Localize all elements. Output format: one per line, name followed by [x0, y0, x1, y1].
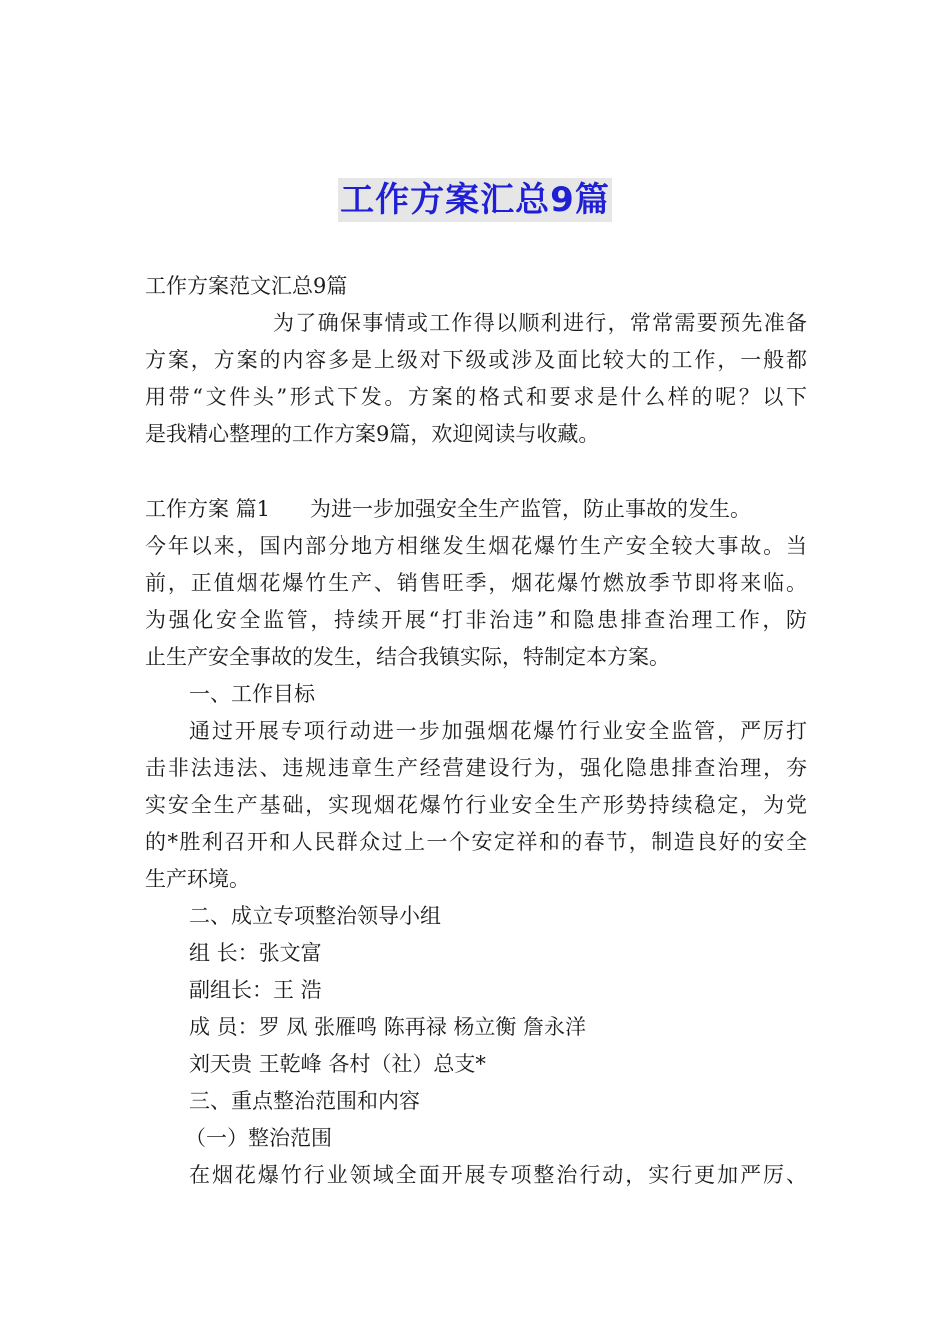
section1-line: 为强化安全监管，持续开展“打非治违”和隐患排查治理工作，防 [145, 608, 807, 632]
section1-first-line [145, 491, 807, 528]
intro-line: 是我精心整理的工作方案9篇，欢迎阅读与收藏。 [145, 422, 600, 446]
group-members-continued: 刘天贵 王乾峰 各村（社）总支* [189, 1052, 486, 1076]
goal-line: 通过开展专项行动进一步加强烟花爆竹行业安全监管，严厉打 [189, 719, 807, 743]
intro-line: 用带“文件头”形式下发。方案的格式和要求是什么样的呢？以下 [145, 385, 807, 409]
section1-first-text: 为进一步加强安全生产监管，防止事故的发生。 [310, 497, 752, 521]
group-heading: 二、成立专项整治领导小组 [189, 904, 441, 928]
scope-subheading: （一）整治范围 [185, 1126, 332, 1150]
group-members: 成 员：罗 凤 张雁鸣 陈再禄 杨立衡 詹永洋 [189, 1015, 587, 1039]
goal-line: 击非法违法、违规违章生产经营建设行为，强化隐患排查治理，夯 [145, 756, 807, 780]
section1-label: 工作方案 篇1 [145, 497, 271, 521]
intro-line: 方案，方案的内容多是上级对下级或涉及面比较大的工作，一般都 [145, 348, 807, 372]
document-body [145, 268, 807, 1194]
page-title: 工作方案汇总9篇 [340, 180, 610, 220]
group-leader: 组 长：张文富 [189, 941, 322, 965]
section1-line: 今年以来，国内部分地方相继发生烟花爆竹生产安全较大事故。当 [145, 534, 807, 558]
intro-line: 为了确保事情或工作得以顺利进行，常常需要预先准备 [273, 311, 807, 335]
section1-line: 止生产安全事故的发生，结合我镇实际，特制定本方案。 [145, 645, 670, 669]
subtitle: 工作方案范文汇总9篇 [145, 274, 348, 298]
goal-line: 生产环境。 [145, 867, 250, 891]
goal-line: 的*胜利召开和人民群众过上一个安定祥和的春节，制造良好的安全 [145, 830, 807, 854]
scope-line: 在烟花爆竹行业领域全面开展专项整治行动，实行更加严厉、 [189, 1163, 807, 1187]
scope-heading: 三、重点整治范围和内容 [189, 1089, 420, 1113]
group-deputy: 副组长：王 浩 [189, 978, 322, 1002]
blank-line [145, 453, 807, 491]
title-wrap [0, 178, 950, 222]
goal-line: 实安全生产基础，实现烟花爆竹行业安全生产形势持续稳定，为党 [145, 793, 807, 817]
section1-line: 前，正值烟花爆竹生产、销售旺季，烟花爆竹燃放季节即将来临。 [145, 571, 807, 595]
goal-heading: 一、工作目标 [189, 682, 315, 706]
